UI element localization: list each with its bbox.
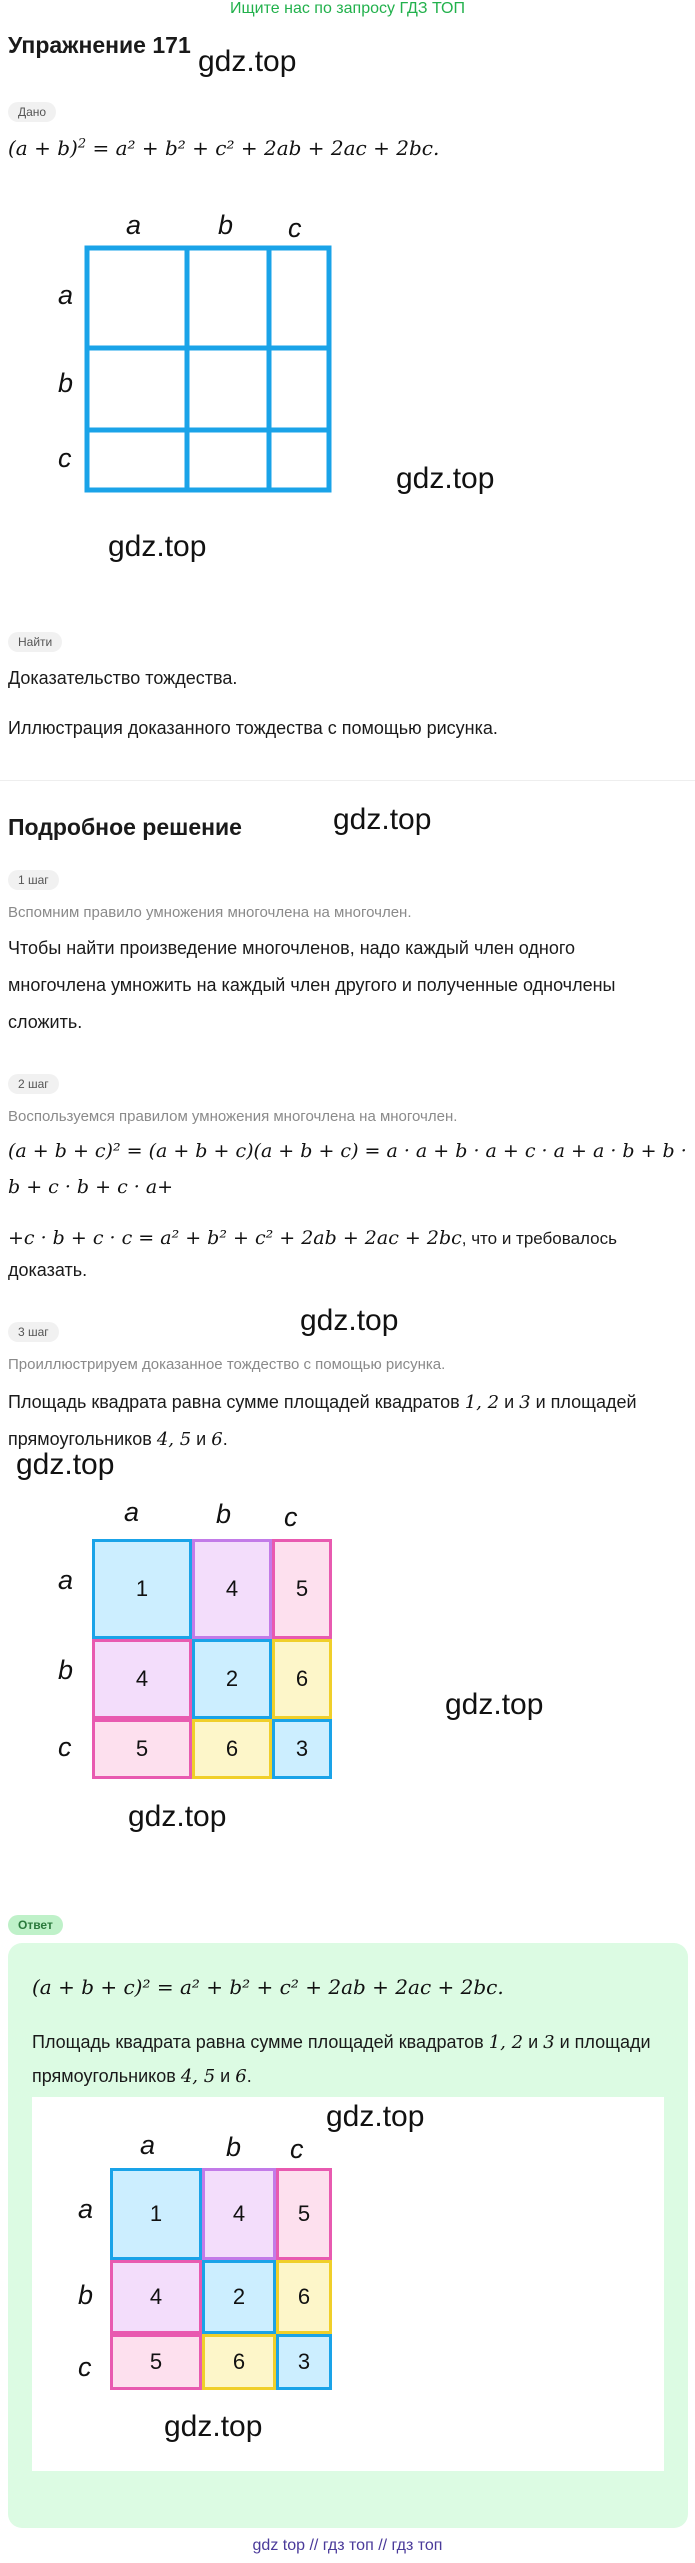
grid-cell: 6 — [276, 2260, 332, 2334]
answer-line-2b: 4, 5 — [180, 2066, 216, 2087]
top-banner[interactable]: Ищите нас по запросу ГДЗ ТОП — [230, 0, 465, 17]
grid-outer-square — [87, 248, 329, 490]
answer-line-2e: . — [246, 2066, 252, 2086]
answer-line-2c: и — [215, 2066, 236, 2086]
watermark: gdz.top — [326, 2100, 425, 2133]
axis-label-c-top: c — [288, 213, 302, 243]
colored-square-grid — [92, 1539, 336, 1783]
axis-label-b-top: b — [218, 210, 234, 240]
answer-line-1b: 1, 2 — [488, 2032, 524, 2053]
step-3-line-1 — [8, 1384, 637, 1421]
step-2-math-2: b + c · b + c · a+ — [8, 1176, 174, 1198]
grid-cell: 1 — [92, 1539, 192, 1639]
page-title: Упражнение 171 — [8, 32, 191, 58]
step-3-line-1a: Площадь квадрата равна сумме площадей квадратов — [8, 1392, 465, 1412]
watermark: gdz.top — [445, 1688, 544, 1721]
grid-cell: 6 — [192, 1719, 272, 1779]
fig2-axis-a-left: a — [58, 1565, 74, 1595]
grid-cell: 4 — [92, 1639, 192, 1719]
answer-line-1e: и площади — [554, 2032, 651, 2052]
grid-cell: 5 — [110, 2334, 202, 2390]
grid-cell: 5 — [276, 2168, 332, 2260]
footer-links[interactable]: gdz top // гдз топ // гдз топ — [252, 2537, 443, 2554]
watermark: gdz.top — [108, 530, 207, 563]
watermark: gdz.top — [198, 45, 297, 78]
step-1-note: Вспомним правило умножения многочлена на многочлен. — [8, 904, 412, 921]
answer-formula: (a + b + c)² = a² + b² + c² + 2ab + 2ac + 2bc. — [32, 1975, 504, 1999]
step-2-result — [8, 1220, 617, 1257]
given-label: Дано — [8, 102, 56, 122]
step-3-line-2c: и — [191, 1429, 212, 1449]
step-3-line-2e: . — [222, 1429, 228, 1449]
grid-cell: 1 — [110, 2168, 202, 2260]
step-2-label: 2 шаг — [8, 1074, 59, 1094]
axis-label-a-left: a — [58, 280, 74, 310]
axis-label-c-left: c — [58, 443, 72, 473]
grid-cell: 3 — [272, 1719, 332, 1779]
step-3-line-1b: 1, 2 — [464, 1392, 500, 1413]
step-3-line-1d: 3 — [519, 1392, 531, 1413]
step-3-line-1c: и — [499, 1392, 520, 1412]
step-2-note: Воспользуемся правилом умножения многочлена на многочлен. — [8, 1108, 458, 1125]
step-2-line-4: доказать. — [8, 1260, 88, 1280]
given-formula-lhs: (a + b) — [8, 136, 78, 160]
grid-cell: 4 — [110, 2260, 202, 2334]
watermark: gdz.top — [128, 1800, 227, 1833]
step-3-line-1e: и площадей — [530, 1392, 637, 1412]
fig2-axis-b-top: b — [216, 1499, 232, 1529]
answer-line-1a: Площадь квадрата равна сумме площадей квадратов — [32, 2032, 489, 2052]
answer-line-2a: прямоугольников — [32, 2066, 181, 2086]
answer-line-2 — [32, 2058, 252, 2095]
section-divider — [0, 780, 695, 781]
answer-label: Ответ — [8, 1915, 63, 1935]
grid-cell: 2 — [202, 2260, 276, 2334]
find-label: Найти — [8, 632, 62, 652]
step-3-label: 3 шаг — [8, 1322, 59, 1342]
watermark: gdz.top — [300, 1304, 399, 1337]
fig3-axis-b-top: b — [226, 2132, 242, 2162]
axis-label-a-top: a — [126, 210, 142, 240]
grid-cell: 6 — [272, 1639, 332, 1719]
step-1-label: 1 шаг — [8, 870, 59, 890]
answer-line-1 — [32, 2024, 651, 2061]
fig3-axis-c-left: c — [78, 2352, 92, 2382]
answer-line-1c: и — [523, 2032, 544, 2052]
grid-cell: 4 — [192, 1539, 272, 1639]
step-1-line-2: многочлена умножить на каждый член другого и полученные одночлены — [8, 975, 616, 995]
step-3-line-2a: прямоугольников — [8, 1429, 157, 1449]
watermark: gdz.top — [396, 462, 495, 495]
grid-cell: 2 — [192, 1639, 272, 1719]
watermark: gdz.top — [164, 2410, 263, 2443]
answer-colored-square-grid — [110, 2168, 334, 2392]
answer-line-1d: 3 — [543, 2032, 555, 2053]
step-1-line-1: Чтобы найти произведение многочленов, надо каждый член одного — [8, 938, 576, 958]
axis-label-b-left: b — [58, 368, 74, 398]
fig3-axis-b-left: b — [78, 2280, 94, 2310]
grid-cell: 6 — [202, 2334, 276, 2390]
fig3-axis-a-left: a — [78, 2194, 94, 2224]
find-line-2: Иллюстрация доказанного тождества с помощью рисунка. — [8, 718, 498, 738]
fig3-axis-a-top: a — [140, 2130, 156, 2160]
step-3-line-2d: 6 — [211, 1429, 223, 1450]
step-3-line-2b: 4, 5 — [156, 1429, 192, 1450]
step-1-line-3: сложить. — [8, 1012, 83, 1032]
grid-cell: 5 — [92, 1719, 192, 1779]
fig2-axis-b-left: b — [58, 1655, 74, 1685]
grid-cell: 5 — [272, 1539, 332, 1639]
watermark: gdz.top — [333, 803, 432, 836]
grid-cell: 4 — [202, 2168, 276, 2260]
empty-square-grid — [84, 245, 332, 495]
solution-heading: Подробное решение — [8, 814, 242, 840]
watermark: gdz.top — [16, 1448, 115, 1481]
fig2-axis-a-top: a — [124, 1497, 140, 1527]
given-formula-rhs: = a² + b² + c² + 2ab + 2ac + 2bc. — [92, 136, 440, 160]
fig2-axis-c-top: c — [284, 1502, 298, 1532]
fig2-axis-c-left: c — [58, 1732, 72, 1762]
given-formula: $(a + b)^2 = a^2 + b^2 + c^2 + 2ab + 2ac + 2bc$. — [8, 136, 440, 160]
step-2-math-1: (a + b + c)² = (a + b + c)(a + b + c) = a · a + b · a + c · a + a · b + b · — [8, 1140, 687, 1162]
answer-line-2d: 6 — [235, 2066, 247, 2087]
step-2-math-3: +c · b + c · c = a² + b² + c² + 2ab + 2ac + 2bc — [8, 1227, 462, 1249]
fig3-axis-c-top: c — [290, 2134, 304, 2164]
step-3-note: Проиллюстрируем доказанное тождество с помощью рисунка. — [8, 1356, 446, 1373]
find-line-1: Доказательство тождества. — [8, 668, 238, 688]
grid-cell: 3 — [276, 2334, 332, 2390]
step-2-tail: , что и требовалось — [461, 1229, 617, 1248]
